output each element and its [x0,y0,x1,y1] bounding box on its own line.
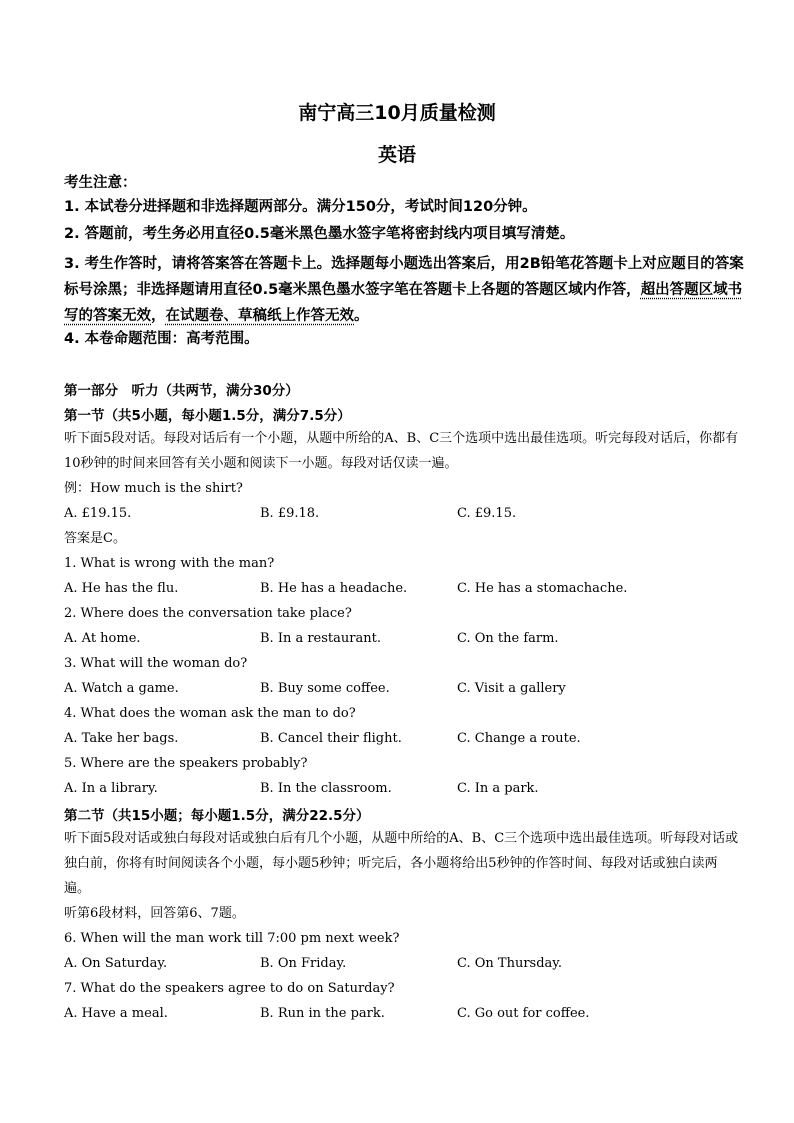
option-a: A. Take her bags. [64,731,179,746]
question-4: 4. What does the woman ask the man to do? [64,706,356,721]
option-b: B. On Friday. [260,956,347,971]
option-b: B. Cancel their flight. [260,731,402,746]
question-2: 2. Where does the conversation take place? [64,606,352,621]
option-c: C. He has a stomachache. [457,581,628,596]
option-b: B. In the classroom. [260,781,392,796]
option-c: C. Visit a gallery [457,681,566,696]
question-6: 6. When will the man work till 7:00 pm next week? [64,931,400,946]
section2-instructions: 听下面5段对话或独白每段对话或独白后有几个小题，从题中所给的A、B、C三个选项中选出最佳选项。听每段对话或独白前，你将有时间阅读各个小题，每小题5秒钟；听完后，各小题将给出5秒钟的作答时间、每段对话或独白读两遍。 [64,831,739,896]
option-b: B. Buy some coffee. [260,681,390,696]
section1-heading: 第一节（共5小题，每小题1.5分，满分7.5分） [64,408,351,424]
question-5: 5. Where are the speakers probably? [64,756,308,771]
question-7: 7. What do the speakers agree to do on Saturday? [64,981,395,996]
option-a: A. £19.15. [64,506,132,521]
exam-title: 南宁高三10月质量检测 [298,102,496,124]
option-c: C. Go out for coffee. [457,1006,590,1021]
option-a: A. In a library. [64,781,158,796]
option-a: A. Watch a game. [64,681,179,696]
material-note: 听第6段材料，回答第6、7题。 [64,906,245,921]
option-c: C. In a park. [457,781,539,796]
option-b: B. In a restaurant. [260,631,381,646]
notice-item-4: 4. 本卷命题范围：高考范围。 [64,331,259,347]
example-answer: 答案是C。 [64,531,126,546]
example-question: 例：How much is the shirt? [64,481,243,496]
question-1: 1. What is wrong with the man? [64,556,275,571]
option-c: C. Change a route. [457,731,581,746]
notice-item-2: 2. 答题前，考生务必用直径0.5毫米黑色墨水签字笔将密封线内项目填写清楚。 [64,226,575,242]
option-c: C. On Thursday. [457,956,563,971]
option-a: A. On Saturday. [64,956,168,971]
question-7-options [64,1005,744,1023]
question-3-options [64,680,744,698]
question-4-options [64,730,744,748]
option-c: C. On the farm. [457,631,559,646]
option-a: A. Have a meal. [64,1006,168,1021]
notice-item-1: 1. 本试卷分进择题和非选择题两部分。满分150分，考试时间120分钟。 [64,199,537,215]
option-b: B. £9.18. [260,506,320,521]
question-1-options [64,580,744,598]
notice-item-3: 3. 考生作答时，请将答案答在答题卡上。选择题每小题选出答案后，用2B铅笔花答题卡上对应题目的答案标号涂黑；非选择题请用直径0.5毫米黑色墨水签字笔在答题卡上各题的答题区域内作答，超出答题区域书写的答案无效，在试题卷、草稿纸上作答无效。 [64,256,744,324]
option-a: A. At home. [64,631,141,646]
section2-heading: 第二节（共15小题；每小题1.5分，满分22.5分） [64,808,370,824]
notice-heading: 考生注意： [64,175,137,191]
option-c: C. £9.15. [457,506,517,521]
option-b: B. Run in the park. [260,1006,385,1021]
question-6-options [64,955,744,973]
example-options [64,505,744,523]
question-3: 3. What will the woman do? [64,656,248,671]
question-2-options [64,630,744,648]
question-5-options [64,780,744,798]
option-b: B. He has a headache. [260,581,408,596]
exam-subject: 英语 [377,144,416,166]
option-a: A. He has the flu. [64,581,179,596]
section1-instructions: 听下面5段对话。每段对话后有一个小题，从题中所给的A、B、C三个选项中选出最佳选项。听完每段对话后，你都有10秒钟的时间来回答有关小题和阅读下一小题。每段对话仅读一遍。 [64,431,739,471]
part1-heading: 第一部分 听力（共两节，满分30分） [64,383,299,399]
